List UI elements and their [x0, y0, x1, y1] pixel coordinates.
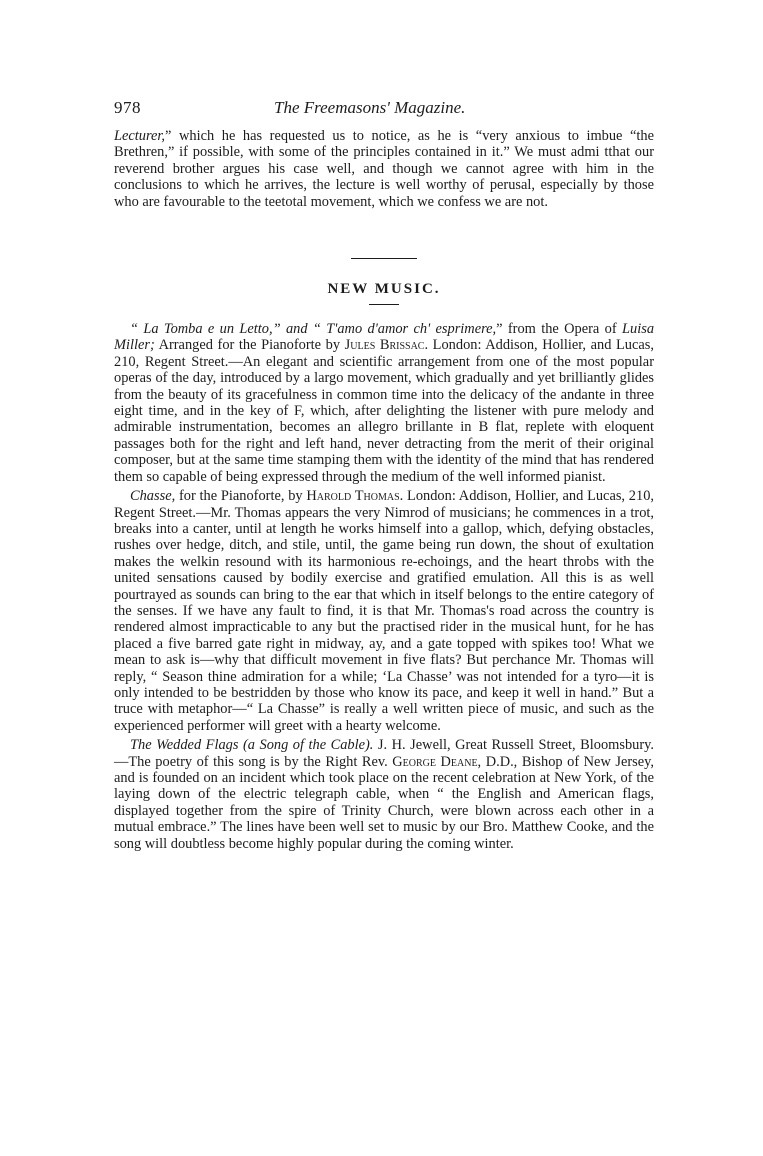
article-body: London: Addison, Hollier, and Lucas, 210, Regent Street.—Mr. Thomas appears the very Nimrod of musicians; he commences in a trot, breaks into a canter, until at length he works himself into a gallop, which, defying obstacles, rushes over hedge, ditch, and stile, until, the game being run down, the shout of exultation makes the welkin resound with its harmonious re-echoings, and the heart throbs with the united sensations caused by bodily exercise and gratified emulation. All this is as well pourtrayed as sounds can bring to the ear that which in itself belongs to the entire category of the senses. If we have any fault to find, it is that Mr. Thomas's road across the country is rendered almost impracticable to any but the practised rider in the musical hunt, for he has placed a five barred gate right in midway, ay, and a gate topped with spikes too! What we mean to ask is—why that difficult movement in five flats? But perchance Mr. Thomas will reply, “ Season thine admiration for a while; ‘La Chasse’ was not intended for a tyro—it is only intended to be bestridden by those who know its pace, and keep it well in hand.” But a truce with metaphor—“ La Chasse” is really a well written piece of music, and such as the experienced performer will greet with a hearty welcome.	[114, 488, 654, 734]
article-text-before-italic: ” from the Opera of	[496, 321, 623, 338]
article-title: The Wedded Flags (a Song of the Cable).	[130, 737, 374, 754]
article-arranged: Arranged for the Pianoforte by	[154, 337, 345, 354]
title-underline	[369, 304, 399, 305]
magazine-page	[114, 98, 654, 852]
journal-title: The Freemasons' Magazine.	[274, 98, 466, 117]
running-head	[114, 98, 654, 124]
section-divider	[351, 258, 417, 259]
article-title: Chasse,	[130, 488, 176, 505]
article-wedded-flags	[114, 737, 654, 852]
article-title-part2: T'amo d'amor ch' esprimere,	[326, 321, 497, 338]
intro-paragraph	[114, 128, 654, 210]
intro-lead-italic: Lecturer,	[114, 128, 166, 144]
article-body: London: Addison, Hollier, and Lucas, 210, Regent Street.—An elegant and scientific arrangement from one of the most popular operas of the day, introduced by a largo movement, which gradually and yet brilliantly glides from the beauty of its gracefulness in common time into the delicacy of the andante in three eight time, and in the key of F, which, after delighting the listener with pure melody and admirable instrumentation, becomes an allegro brillante in B flat, replete with eloquent passages both for the right and left hand, never detracting from the merit of their original composer, but at the same time stamping them with the identity of the mind that has rendered them so capable of being expressed through the medium of the well informed pianist.	[114, 337, 654, 485]
article-luisa-miller	[114, 321, 654, 485]
article-chasse	[114, 488, 654, 734]
article-publisher: J. H. Jewell, Great Russell Street, Bloomsbury.—The poetry of this song is by the Right Rev.	[114, 737, 654, 770]
article-title-part1: “ La Tomba e un Letto,	[130, 321, 273, 338]
article-author: George Deane,	[392, 753, 482, 770]
intro-text: ” which he has requested us to notice, as he is “very anxious to imbue “the Brethren,” if possible, with some of the principles contained in it.” We must admi tthat our reverend brother argues his case well, and though we cannot agree with him in the conclusions to which he arrives, the lecture is well worthy of perusal, especially by those who are favourable to the teetotal movement, which we confess we are not.	[114, 128, 654, 210]
article-composer: Jules Brissac.	[344, 337, 429, 354]
article-composer: Harold Thomas.	[306, 488, 404, 505]
article-title-and: ” and “	[272, 321, 327, 338]
page-number: 978	[114, 98, 141, 117]
article-body: D.D., Bishop of New Jersey, and is founded on an incident which took place on the recent celebration at New York, of the laying down of the electric telegraph cable, when “ the English and American flags, displayed together from the spire of Trinity Church, were blown across each other in a mutual embrace.” The lines have been well set to music by our Bro. Matthew Cooke, and the song will doubtless become highly popular during the coming winter.	[114, 753, 654, 852]
article-opera-title: Luisa Miller;	[114, 321, 655, 354]
article-by: for the Pianoforte, by	[175, 488, 307, 505]
section-title: NEW MUSIC.	[327, 281, 441, 298]
